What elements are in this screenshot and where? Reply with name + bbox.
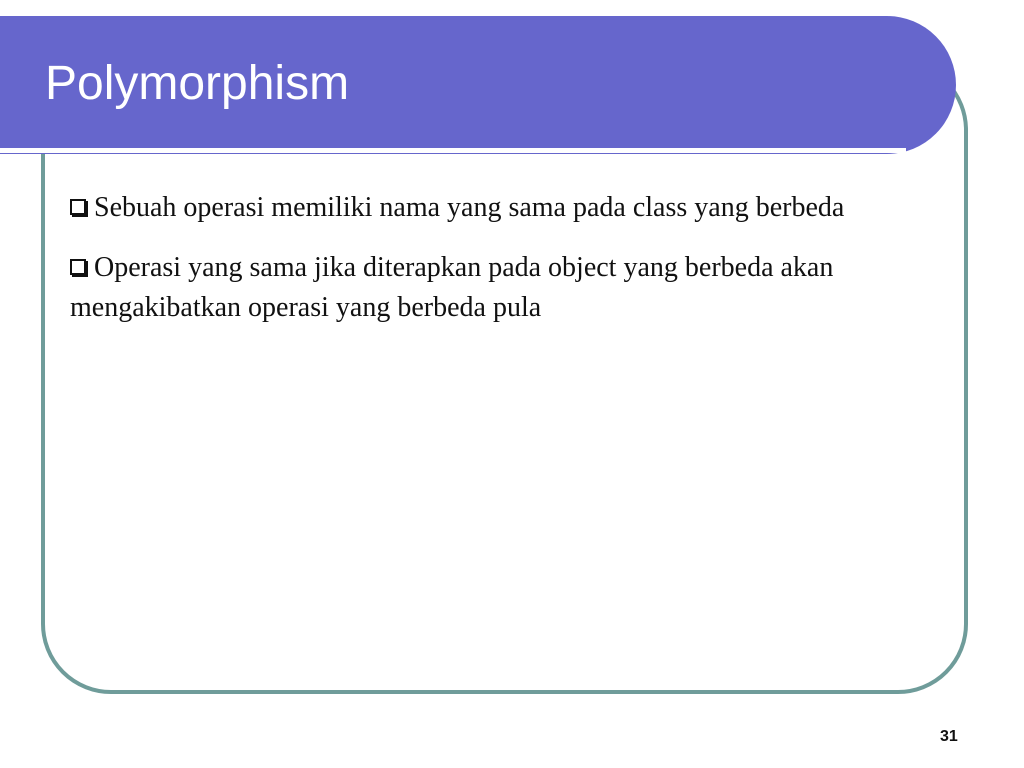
bullet-text: Operasi yang sama jika diterapkan pada object yang berbeda akan mengakibatkan operasi yang berbeda pula [70, 252, 834, 323]
page-number: 31 [940, 728, 958, 745]
bullet-list [70, 188, 860, 348]
bullet-item [70, 188, 860, 228]
checkbox-icon [70, 199, 86, 215]
bullet-text: Sebuah operasi memiliki nama yang sama pada class yang berbeda [94, 192, 845, 223]
slide-title: Polymorphism [45, 57, 350, 110]
title-bar [0, 16, 956, 154]
checkbox-icon [70, 259, 86, 275]
bullet-item [70, 248, 860, 328]
content-frame [41, 57, 968, 694]
title-underline [0, 148, 906, 153]
